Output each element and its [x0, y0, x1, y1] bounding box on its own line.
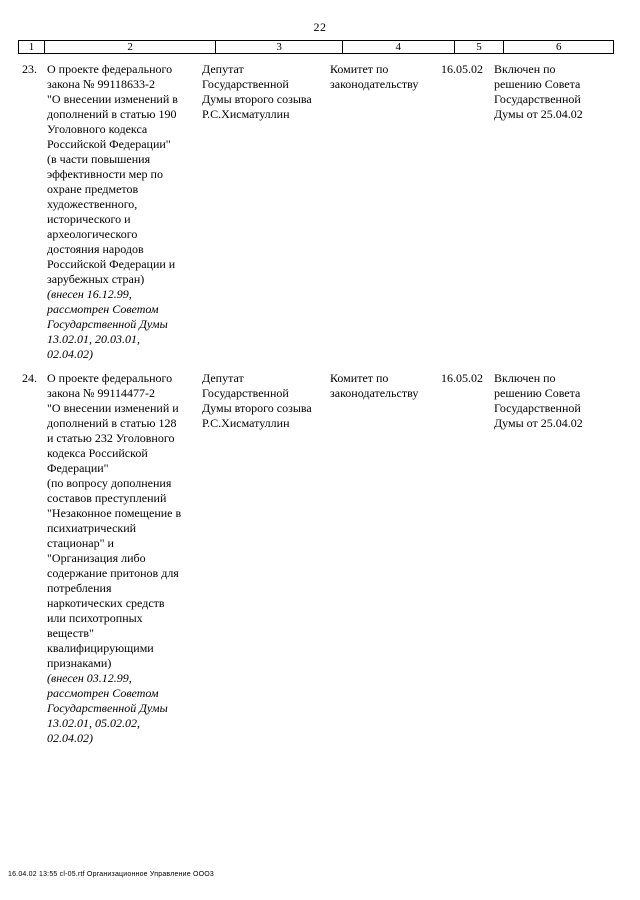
page-footer: 16.04.02 13:55 cl-05.rtf Организационное Управление ООО3 — [8, 871, 215, 878]
bill-subject-line: закона № 99118633-2 — [47, 77, 156, 91]
bill-subject-line: и статью 232 Уголовного — [47, 431, 175, 445]
decision-cell-line: Думы от 25.04.02 — [494, 416, 583, 430]
bill-subject-line: (по вопросу дополнения — [47, 476, 172, 490]
responsible-committee-line: Комитет по — [330, 371, 389, 385]
bill-subject-line: дополнений в статью 190 — [47, 107, 177, 121]
decision-cell-line: решению Совета — [494, 386, 581, 400]
page-number: 22 — [313, 20, 327, 34]
bill-subject-line: археологического — [47, 227, 138, 241]
header-cell-2: 2 — [45, 41, 216, 53]
responsible-committee — [330, 62, 438, 92]
decision-cell-line: Включен по — [494, 62, 556, 76]
bill-subject — [47, 371, 197, 746]
consideration-note-line: Государственной Думы — [47, 317, 168, 331]
bill-initiator — [202, 371, 326, 431]
consideration-note-line: 02.04.02) — [47, 347, 93, 361]
consideration-note-line: 02.04.02) — [47, 731, 93, 745]
consideration-note-line: 13.02.01, 05.02.02, — [47, 716, 140, 730]
bill-subject-line: "О внесении изменений и — [47, 401, 179, 415]
responsible-committee-line: законодательству — [330, 386, 419, 400]
bill-subject-line: художественного, — [47, 197, 138, 211]
bill-subject-line: Российской Федерации и — [47, 257, 176, 271]
bill-initiator-line: Депутат — [202, 62, 244, 76]
bill-initiator-line: Государственной — [202, 386, 289, 400]
bill-initiator-line: Р.С.Хисматуллин — [202, 107, 290, 121]
consideration-note-line: 13.02.01, 20.03.01, — [47, 332, 140, 346]
bill-subject-line: веществ" — [47, 626, 94, 640]
header-cell-5: 5 — [455, 41, 505, 53]
header-cell-4: 4 — [343, 41, 455, 53]
consideration-note-line: рассмотрен Советом — [47, 302, 159, 316]
header-cell-3: 3 — [216, 41, 343, 53]
bill-subject-line: О проекте федерального — [47, 371, 173, 385]
bill-subject-line: или психотропных — [47, 611, 143, 625]
bill-subject-line: О проекте федерального — [47, 62, 173, 76]
bill-subject-line: достояния народов — [47, 242, 144, 256]
header-cell-1: 1 — [19, 41, 45, 53]
decision-cell-line: Думы от 25.04.02 — [494, 107, 583, 121]
bill-initiator-line: Депутат — [202, 371, 244, 385]
bill-initiator-line: Р.С.Хисматуллин — [202, 416, 290, 430]
date-cell: 16.05.02 — [441, 62, 483, 76]
bill-subject-line: Федерации" — [47, 461, 109, 475]
bill-subject-line: охране предметов — [47, 182, 139, 196]
bill-subject-line: составов преступлений — [47, 491, 167, 505]
decision-cell — [494, 62, 604, 122]
bill-subject-line: квалифицирующими — [47, 641, 154, 655]
bill-subject-line: зарубежных стран) — [47, 272, 145, 286]
bill-subject-line: эффективности мер по — [47, 167, 163, 181]
bill-subject-line: потребления — [47, 581, 112, 595]
bill-subject-line: кодекса Российской — [47, 446, 148, 460]
bill-subject — [47, 62, 197, 362]
bill-subject-line: "Незаконное помещение в — [47, 506, 182, 520]
header-cell-6: 6 — [555, 41, 562, 53]
decision-cell-line: решению Совета — [494, 77, 581, 91]
table-header-row — [18, 40, 614, 54]
bill-subject-line: наркотических средств — [47, 596, 165, 610]
bill-subject-line: дополнений в статью 128 — [47, 416, 177, 430]
decision-cell-line: Включен по — [494, 371, 556, 385]
bill-initiator — [202, 62, 326, 122]
bill-subject-line: (в части повышения — [47, 152, 151, 166]
bill-subject-line: "О внесении изменений в — [47, 92, 178, 106]
bill-subject-line: "Организация либо — [47, 551, 146, 565]
bill-subject-line: закона № 99114477-2 — [47, 386, 156, 400]
row-number: 23. — [22, 62, 37, 76]
bill-subject-line: стационар" и — [47, 536, 114, 550]
date-cell: 16.05.02 — [441, 371, 483, 385]
bill-subject-line: содержание притонов для — [47, 566, 179, 580]
row-number: 24. — [22, 371, 37, 385]
responsible-committee-line: Комитет по — [330, 62, 389, 76]
bill-subject-line: Уголовного кодекса — [47, 122, 148, 136]
decision-cell-line: Государственной — [494, 92, 581, 106]
decision-cell — [494, 371, 604, 431]
bill-initiator-line: Думы второго созыва — [202, 92, 312, 106]
bill-initiator-line: Думы второго созыва — [202, 401, 312, 415]
consideration-note-line: рассмотрен Советом — [47, 686, 159, 700]
responsible-committee — [330, 371, 438, 401]
decision-cell-line: Государственной — [494, 401, 581, 415]
bill-subject-line: исторического и — [47, 212, 131, 226]
responsible-committee-line: законодательству — [330, 77, 419, 91]
consideration-note-line: (внесен 16.12.99, — [47, 287, 132, 301]
bill-initiator-line: Государственной — [202, 77, 289, 91]
bill-subject-line: психиатрический — [47, 521, 137, 535]
bill-subject-line: признаками) — [47, 656, 112, 670]
bill-subject-line: Российской Федерации" — [47, 137, 171, 151]
consideration-note-line: (внесен 03.12.99, — [47, 671, 132, 685]
consideration-note-line: Государственной Думы — [47, 701, 168, 715]
